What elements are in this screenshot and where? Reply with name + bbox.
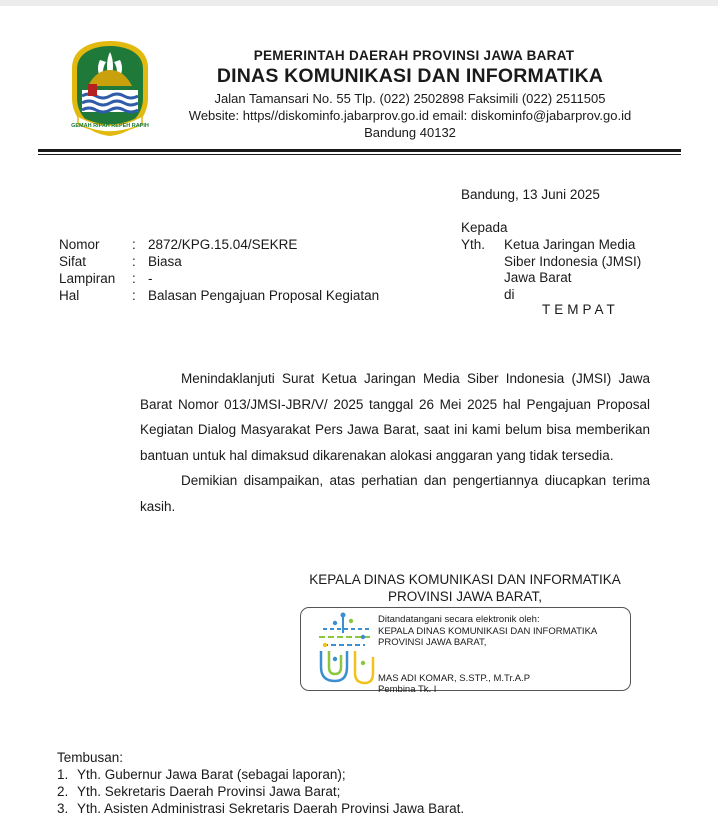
- letterhead: [150, 48, 670, 141]
- recipient-line-4: di: [504, 286, 515, 302]
- signer-rank: Pembina Tk. I: [378, 684, 437, 695]
- meta-label: Nomor: [59, 237, 100, 252]
- west-java-emblem-logo: [68, 38, 152, 138]
- recipient-yth: Yth.: [461, 237, 486, 252]
- recipient-address: [504, 237, 664, 303]
- list-item: [57, 783, 341, 800]
- meta-label: Lampiran: [59, 271, 116, 286]
- body-paragraph-1: Menindaklanjuti Surat Ketua Jaringan Media Siber Indonesia (JMSI) Jawa Barat Nomor 013/JMSI-JBR/V/ 2025 tanggal 26 Mei 2025 hal Pengajuan Proposal Kegiatan Dialog Masyarakat Pers Jawa Barat, saat ini kami belum bisa memberikan bantuan untuk hal dimaksud dikarenakan alokasi anggaran yang tidak tersedia.: [140, 371, 650, 463]
- office-name: DINAS KOMUNIKASI DAN INFORMATIKA: [216, 65, 604, 87]
- header-divider-thin: [38, 154, 681, 155]
- list-item-text: Yth. Sekretaris Daerah Provinsi Jawa Barat;: [77, 784, 341, 799]
- recipient-line-2: Siber Indonesia (JMSI): [504, 253, 642, 269]
- office-city: Bandung 40132: [364, 125, 456, 140]
- body-paragraph-2: Demikian disampaikan, atas perhatian dan pengertiannya diucapkan terima kasih.: [140, 473, 650, 514]
- carbon-copy-list: [57, 749, 465, 817]
- electronic-signature-box: [300, 607, 631, 695]
- meta-value: -: [148, 271, 153, 286]
- electronic-signature-logo-icon: [313, 611, 377, 689]
- signature-title-line-1: KEPALA DINAS KOMUNIKASI DAN INFORMATIKA: [309, 572, 621, 587]
- office-address: Jalan Tamansari No. 55 Tlp. (022) 2502898 Faksimili (022) 2511505: [214, 91, 606, 106]
- government-name: PEMERINTAH DAERAH PROVINSI JAWA BARAT: [253, 48, 575, 63]
- list-item-number: 1.: [57, 767, 69, 782]
- meta-colon: :: [132, 237, 136, 252]
- list-item: [57, 766, 346, 783]
- electronic-signature-text: [378, 614, 597, 696]
- header-divider-thick: [38, 149, 681, 152]
- signer-position-line-2: PROVINSI JAWA BARAT,: [378, 637, 487, 648]
- recipient-tempat: TEMPAT: [542, 302, 619, 317]
- signer-name: MAS ADI KOMAR, S.STP., M.Tr.A.P: [378, 672, 531, 684]
- recipient-kepada: Kepada: [461, 220, 508, 235]
- meta-value: Biasa: [148, 254, 182, 269]
- svg-text:GEMAH RIPAH REPEH RAPIH: GEMAH RIPAH REPEH RAPIH: [71, 123, 149, 129]
- list-item-text: Yth. Asisten Administrasi Sekretaris Daerah Provinsi Jawa Barat.: [77, 801, 465, 816]
- list-item-number: 3.: [57, 801, 69, 816]
- carbon-copy-heading: Tembusan:: [57, 750, 124, 765]
- meta-label: Hal: [59, 288, 80, 303]
- signature-title: [295, 571, 635, 605]
- letter-date: Bandung, 13 Juni 2025: [461, 187, 600, 202]
- meta-value: 2872/KPG.15.04/SEKRE: [148, 237, 298, 252]
- recipient-line-3: Jawa Barat: [504, 270, 572, 285]
- list-item-text: Yth. Gubernur Jawa Barat (sebagai laporan);: [77, 767, 346, 782]
- letter-body: [140, 366, 650, 519]
- meta-colon: :: [132, 254, 136, 269]
- recipient-line-1: Ketua Jaringan Media: [504, 237, 636, 252]
- meta-colon: :: [132, 288, 136, 303]
- list-item: [57, 800, 465, 817]
- signature-title-line-2: PROVINSI JAWA BARAT,: [387, 589, 543, 604]
- signed-by-label: Ditandatangani secara elektronik oleh:: [378, 614, 540, 625]
- meta-colon: :: [132, 271, 136, 286]
- signer-position-line-1: KEPALA DINAS KOMUNIKASI DAN INFORMATIKA: [378, 625, 598, 637]
- office-website: Website: https//diskominfo.jabarprov.go.id email: diskominfo@jabarprov.go.id: [188, 108, 632, 123]
- list-item-number: 2.: [57, 784, 69, 799]
- meta-value: Balasan Pengajuan Proposal Kegiatan: [148, 288, 380, 303]
- meta-label: Sifat: [59, 254, 87, 269]
